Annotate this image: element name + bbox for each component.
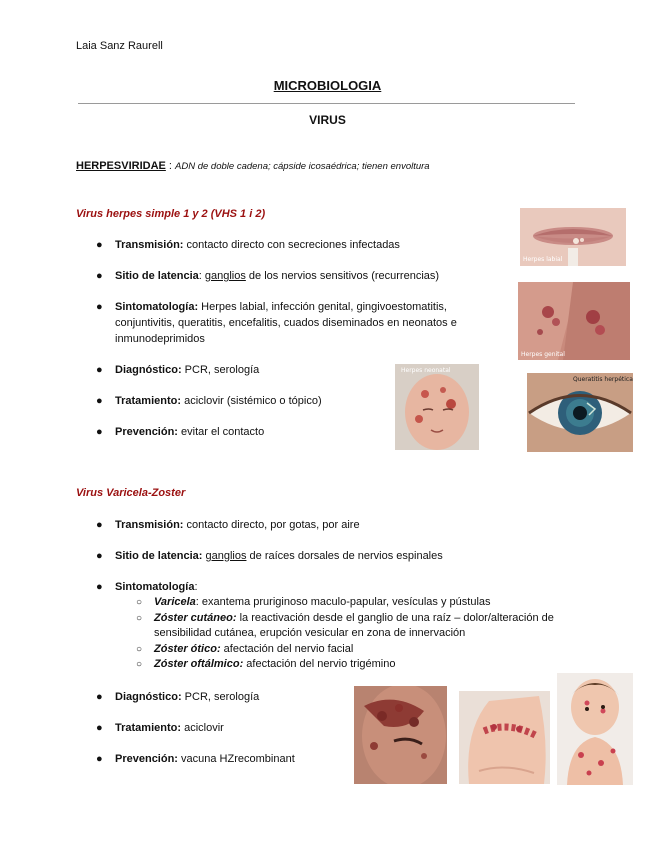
sub-label: Varicela [154, 596, 196, 608]
circle-bullet-icon: ○ [136, 613, 143, 624]
section-heading-hsv: Virus herpes simple 1 y 2 (VHS 1 i 2) [76, 208, 266, 220]
photo-herpes-labial [520, 208, 626, 266]
photo-zoster-oftalmico [354, 686, 447, 784]
bullet-label: Sitio de latencia: [115, 550, 203, 562]
bullet-colon: : [194, 581, 198, 593]
ganglios-link[interactable]: ganglios [204, 270, 246, 282]
bullet-label: Prevención: [115, 426, 178, 438]
bullet-label: Prevención: [115, 753, 178, 765]
bullet-text: de raíces dorsales de nervios espinales [246, 550, 443, 562]
bullet-icon: ● [96, 722, 103, 734]
family-name: HERPESVIRIDAE [76, 160, 166, 172]
photo-caption: Herpes labial [523, 256, 563, 263]
sub-label: Zóster cutáneo: [154, 612, 237, 624]
ganglios-link[interactable]: ganglios [205, 550, 247, 562]
photo-caption: Queratitis herpética [573, 376, 633, 383]
bullet-text: PCR, serología [181, 364, 260, 376]
sub-text: afectación del nervio facial [220, 643, 354, 655]
bullet-text: de los nervios sensitivos (recurrencias) [245, 270, 440, 282]
bullet-icon: ● [96, 581, 103, 593]
bullet-icon: ● [96, 270, 103, 282]
sub-text: la reactivación desde el ganglio de una raíz – dolor/alteración de sensibilidad cutánea, erupción vesicular en zona de innervación [154, 612, 554, 639]
bullet-icon: ● [96, 426, 103, 438]
sub-text: afectación del nervio trigémino [243, 658, 396, 670]
circle-bullet-icon: ○ [136, 597, 143, 608]
bullet-text: contacto directo con secreciones infectadas [183, 239, 400, 251]
photo-varicela [557, 673, 633, 785]
bullet-icon: ● [96, 550, 103, 562]
page-title: MICROBIOLOGIA [273, 78, 382, 93]
section-heading-vvz: Virus Varicela-Zoster [76, 487, 186, 499]
bullet-icon: ● [96, 395, 103, 407]
family-separator: : [165, 160, 176, 172]
photo-caption: Herpes genital [521, 351, 565, 358]
author-name: Laia Sanz Raurell [76, 40, 163, 52]
photo-caption: Herpes neonatal [401, 367, 451, 374]
bullet-icon: ● [96, 753, 103, 765]
bullet-colon: : [198, 270, 205, 282]
bullet-text: vacuna HZrecombinant [177, 753, 295, 765]
bullet-label: Transmisión: [115, 239, 184, 251]
photo-queratitis-herpetica [527, 373, 633, 452]
bullet-label: Diagnóstico: [115, 364, 182, 376]
bullet-label: Sitio de latencia [115, 270, 199, 282]
bullet-label: Sintomatología: [115, 301, 199, 313]
bullet-label: Tratamiento: [115, 395, 182, 407]
page-subtitle: VIRUS [309, 113, 346, 127]
sub-text: : exantema pruriginoso maculo-papular, vesículas y pústulas [195, 596, 491, 608]
family-description: ADN de doble cadena; cápside icosaédrica; tienen envoltura [175, 161, 430, 172]
family-line [76, 160, 430, 172]
bullet-icon: ● [96, 691, 103, 703]
bullet-icon: ● [96, 239, 103, 251]
sub-label: Zóster ótico: [154, 643, 221, 655]
bullet-icon: ● [96, 364, 103, 376]
bullet-text: aciclovir [181, 722, 224, 734]
sub-label: Zóster oftálmico: [154, 658, 244, 670]
bullet-text: evitar el contacto [177, 426, 265, 438]
photo-herpes-neonatal [395, 364, 479, 450]
bullet-label: Tratamiento: [115, 722, 182, 734]
bullet-icon: ● [96, 519, 103, 531]
bullet-label: Transmisión: [115, 519, 184, 531]
circle-bullet-icon: ○ [136, 659, 143, 670]
bullet-label: Diagnóstico: [115, 691, 182, 703]
bullet-text: aciclovir (sistémico o tópico) [181, 395, 322, 407]
bullet-text: PCR, serología [181, 691, 260, 703]
photo-zoster-cutaneo [459, 691, 550, 784]
bullet-icon: ● [96, 301, 103, 313]
bullet-text: contacto directo, por gotas, por aire [183, 519, 360, 531]
bullet-label: Sintomatología [115, 581, 195, 593]
circle-bullet-icon: ○ [136, 644, 143, 655]
bullet-text: Herpes labial, infección genital, gingivoestomatitis, conjuntivitis, queratitis, encefalitis, cuados diseminados en neonatos e inmunodeprimidos [115, 301, 457, 345]
title-divider [78, 103, 575, 104]
photo-herpes-genital [518, 282, 630, 360]
